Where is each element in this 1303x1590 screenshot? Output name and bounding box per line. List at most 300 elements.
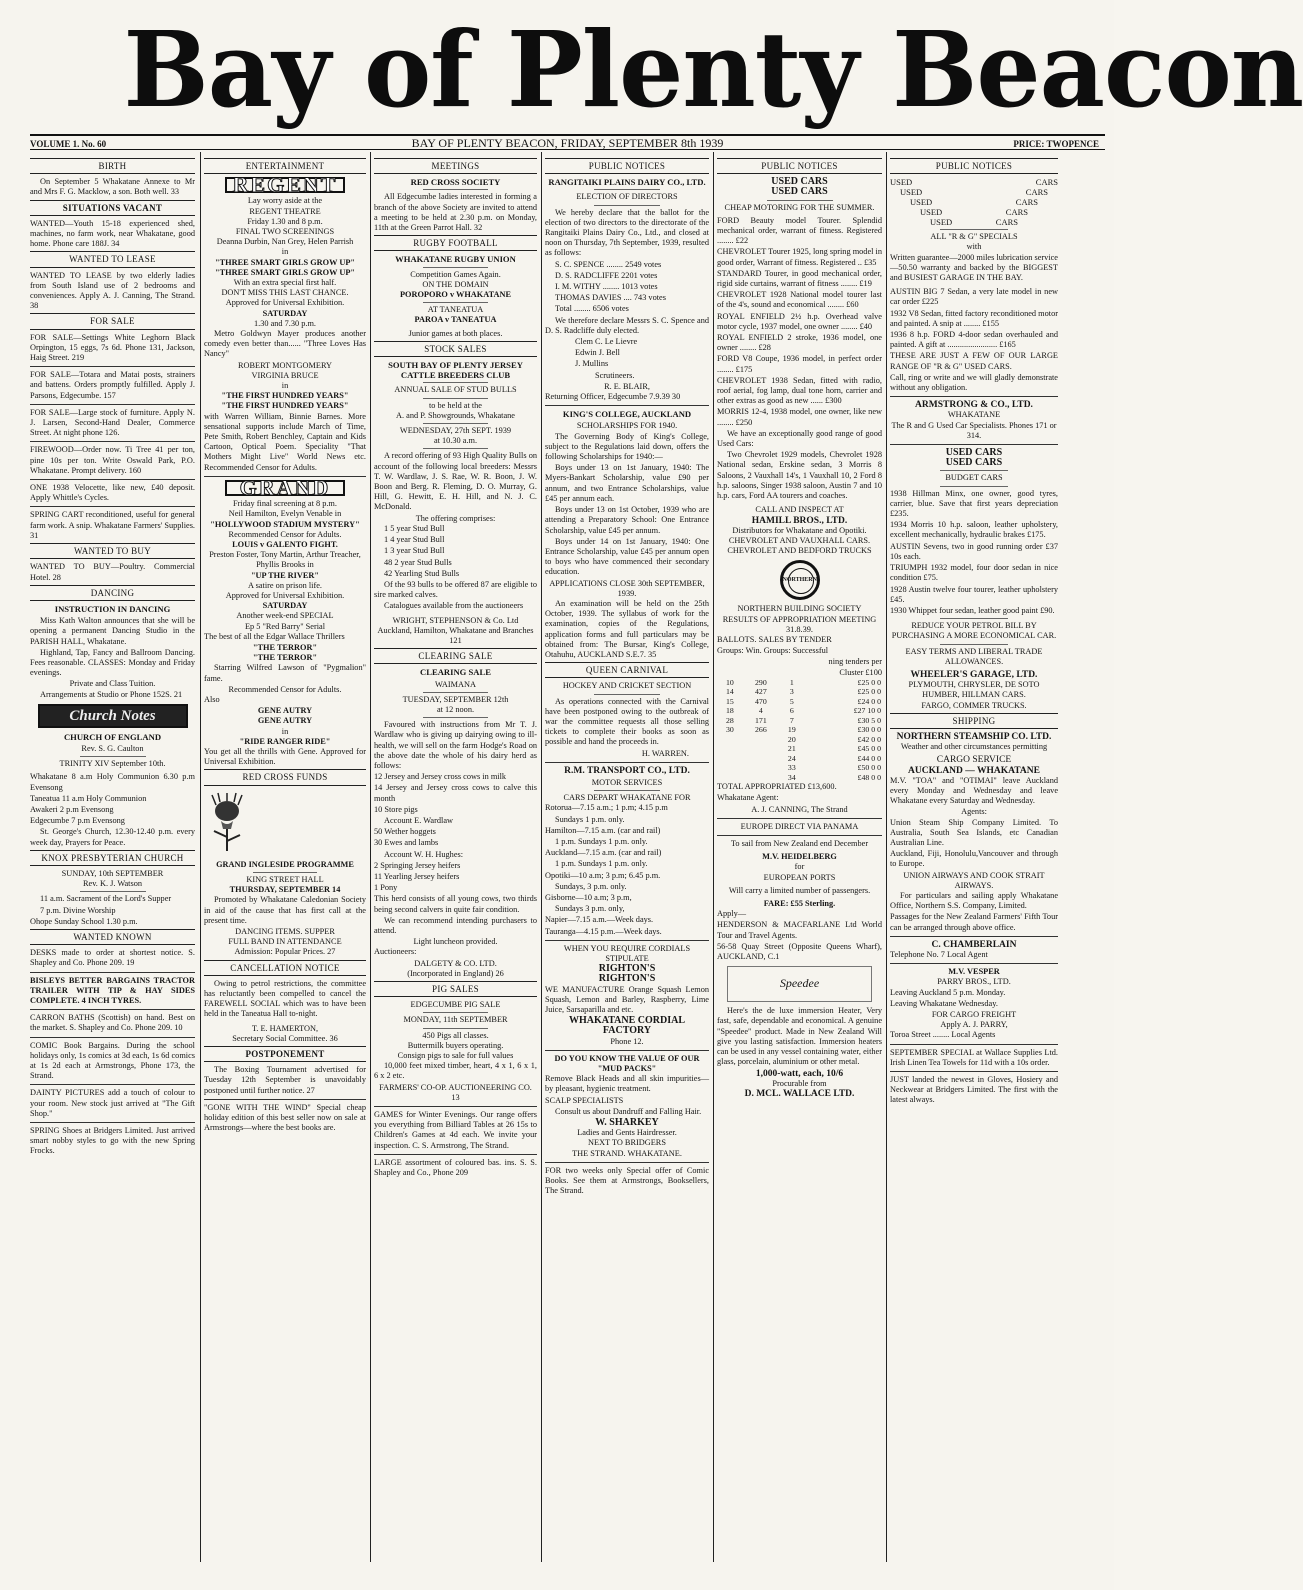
clearing-text: Auctioneers: [374, 947, 417, 957]
meetings-heading: MEETINGS [374, 158, 537, 174]
shipping-text: FOR CARGO FREIGHT [931, 1010, 1017, 1020]
clearing-text: 30 Ewes and lambs [374, 838, 439, 848]
car-listing: TRIUMPH 1932 model, four door sedan in nice condition £75. [890, 563, 1058, 583]
clearing-text: at 12 noon. [436, 704, 475, 714]
pig-text: EDGECUMBE PIG SALE [410, 1000, 501, 1010]
clearing-text: 50 Wether hoggets [374, 827, 436, 837]
notice-text: R. E. BLAIR, [604, 381, 650, 391]
film-title: "THE TERROR" [252, 653, 318, 663]
clearing-text: This herd consists of all young cows, two thirds being second calvers in quite fair condition. [374, 894, 537, 914]
building-society-text: RESULTS OF APPROPRIATION MEETING 31.8.39. [722, 614, 877, 634]
notice-text: Edwin J. Bell [575, 348, 620, 358]
notice-text: Boys under 13 on 1st October, 1939 who are attending a Preparatory School: One Entrance Scholarship, value £45 per annum. [545, 505, 709, 535]
used-cars-line [890, 207, 1058, 217]
ballot-row [717, 744, 882, 754]
situations-vacant-ad: WANTED—Youth 15-18 experienced shed, machines, no farm work, near Whakatane, good home. Phone care 188J. 34 [30, 218, 195, 249]
cinema-text: Metro Goldwyn Mayer produces another comedy even better than...... "Three Loves Has Nancy" [204, 329, 366, 359]
cinema-text: 1.30 and 7.30 p.m. [254, 318, 316, 328]
clearing-text: Favoured with instructions from Mr T. J. Wardlaw who is giving up dairying owing to ill-health, we will sell on the farm Hodge's Road on the above date the whole of his dairy herd as follows: [374, 720, 537, 770]
shipping-text: Passages for the New Zealand Farmers' Fifth Tour can be arranged through above office. [890, 912, 1058, 932]
ballot-row [717, 687, 882, 697]
church-text: SUNDAY, 10th SEPTEMBER [61, 868, 164, 878]
church-text: Awakeri 2 p.m Evensong [30, 804, 114, 814]
garage-text: FARGO, COMMER TRUCKS. [921, 700, 1027, 710]
shipping-text: Telephone No. 7 Local Agent [890, 950, 988, 959]
rg-text: ALL "R & G" SPECIALS [930, 232, 1018, 242]
cinema-text: VIRGINIA BRUCE [251, 370, 319, 380]
cinema-text: FINAL TWO SCREENINGS [235, 227, 335, 237]
ballot-table [717, 678, 882, 783]
dancing-text: Arrangements at Studio or Phone 152S. 21 [40, 689, 183, 699]
notice-text: The Boxing Tournament advertised for Tuesday 12th September is unavoidably postponed until further notice. 27 [204, 1065, 366, 1095]
dancing-subheading: INSTRUCTION IN DANCING [54, 603, 171, 614]
ballot-cell: £50 0 0 [857, 763, 881, 773]
price: PRICE: TWOPENCE [1013, 139, 1099, 149]
stock-text: ANNUAL SALE OF STUD BULLS [394, 385, 517, 395]
timetable-row: Sundays 3 p.m. only, [555, 904, 625, 914]
ballot-cell: £42 0 0 [857, 734, 881, 744]
ballot-cell: 266 [755, 725, 767, 735]
ballot-cell: 171 [755, 715, 767, 725]
shipping-text: Leaving Whakatane Wednesday. [890, 998, 998, 1008]
column-rule [541, 152, 542, 1562]
column-3 [374, 156, 537, 1562]
hairdresser-text: NEXT TO BRIDGERS [588, 1138, 666, 1148]
ballot-cell: 6 [789, 706, 794, 716]
notice-text: Secretary Social Committee. 36 [232, 1033, 338, 1043]
classified-ad: DESKS made to order at shortest notice. S. Shapley and Co. Phone 209. 19 [30, 948, 195, 968]
clearing-text: We can recommend intending purchasers to attend. [374, 915, 537, 935]
pig-text: FARMERS' CO-OP. AUCTIONEERING CO. 13 [379, 1082, 532, 1102]
transport-text: CARS DEPART WHAKATANE FOR [563, 793, 691, 803]
car-listing: CHEVROLET Tourer 1925, long spring model in good order, Warrant of fitness. Registered .. £35 [717, 247, 882, 267]
column-5 [717, 156, 882, 1562]
timetable-row: Napier—7.15 a.m.—Week days. [545, 915, 654, 925]
event-text: Admission: Popular Prices. 27 [234, 947, 336, 957]
timetable-row: 1 p.m. Sundays 1 p.m. only. [555, 836, 648, 846]
car-text: CHEVROLET AND VAUXHALL CARS. [728, 535, 871, 545]
ballot-cell: 19 [787, 725, 796, 735]
church-of-england-heading: CHURCH OF ENGLAND [63, 731, 162, 742]
ballot-row [717, 735, 882, 745]
ballot-cell: 24 [787, 753, 796, 763]
classified-ad: FOR SALE—Totara and Matai posts, strainers and battens. Orders promptly fulfilled. Apply J. Parsons, Edgecumbe. 157 [30, 370, 195, 400]
stock-text: Auckland, Hamilton, Whakatane and Branches 121 [377, 625, 534, 645]
car-listing: STANDARD Tourer, in good mechanical order, rigid side curtains, warrant of fitness ........ £19 [717, 268, 882, 289]
vote-row: THOMAS DAVIES .... 743 votes [555, 293, 666, 303]
wanted-to-lease-ad: WANTED TO LEASE by two elderly ladies from South Island use of 2 bedrooms and conveniences. Apply A. J. Canning, The Strand. 38 [30, 270, 195, 311]
shipping-text: For particulars and sailing apply Whakatane Office, Northern S.S. Company, Limited. [890, 890, 1058, 911]
cinema-text: REGENT THEATRE [249, 206, 321, 216]
mud-packs-heading: DO YOU KNOW THE VALUE OF OUR "MUD PACKS" [554, 1053, 700, 1074]
building-society-text: A. J. CANNING, The Strand [751, 804, 848, 814]
cordial-text: WHEN YOU REQUIRE CORDIALS STIPULATE [563, 943, 691, 964]
clearing-text: Account E. Wardlaw [384, 815, 453, 825]
cinema-text: A satire on prison life. [248, 580, 322, 590]
budget-text: REDUCE YOUR PETROL BILL BY PURCHASING A MORE ECONOMICAL CAR. [891, 621, 1057, 641]
car-text: CHEAP MOTORING FOR THE SUMMER. [724, 202, 875, 212]
ballot-cell: 15 [726, 696, 734, 706]
timetable-row: Sundays, 3 p.m. only. [555, 881, 627, 891]
notice-text: The Governing Body of King's College, subject to the Regulations laid down, offers the following Scholarships for 1940:— [545, 431, 709, 462]
stock-text: 1 4 year Stud Bull [384, 535, 445, 545]
film-title: "RIDE RANGER RIDE" [239, 736, 331, 746]
notice-text: ELECTION OF DIRECTORS [576, 192, 678, 202]
ballot-row [717, 773, 882, 783]
clearing-text: 2 Springing Jersey heifers [374, 860, 461, 870]
car-listing: MORRIS 12-4, 1938 model, one owner, like new ........ £250 [717, 407, 882, 427]
wanted-to-buy-ad: WANTED TO BUY—Poultry. Commercial Hotel. 28 [30, 562, 195, 582]
ballot-cell: 28 [726, 715, 734, 725]
ballot-cell: 18 [726, 706, 734, 716]
cinema-text: Ep 5 "Red Barry" Serial [244, 621, 326, 631]
column-1 [30, 156, 195, 1562]
knox-heading: KNOX PRESBYTERIAN CHURCH [30, 850, 195, 866]
car-listing: 1928 Austin twelve four tourer, leather upholstery £45. [890, 584, 1058, 604]
rugby-text: Competition Games Again. [410, 269, 501, 279]
ballot-cell [743, 754, 779, 764]
cars-word: CARS [1015, 197, 1038, 208]
cinema-text: Starring Wilfred Lawson of "Pygmalion" fame. [204, 663, 366, 683]
issue-date: BAY OF PLENTY BEACON, FRIDAY, SEPTEMBER 8th 1939 [411, 136, 724, 150]
column-2 [204, 156, 366, 1562]
rg-text: THESE ARE JUST A FEW OF OUR LARGE RANGE OF "R & G" USED CARS. [890, 351, 1058, 371]
entertainment-heading: ENTERTAINMENT [204, 158, 366, 174]
pig-sales-heading: PIG SALES [374, 981, 537, 997]
church-text: Rev. S. G. Caulton [81, 743, 144, 753]
cinema-text: Neil Hamilton, Evelyn Venable in [228, 509, 342, 519]
notice-text: J. Mullins [575, 359, 609, 369]
shipping-text: Weather and other circumstances permitting [900, 742, 1048, 752]
budget-text: EASY TERMS AND LIBERAL TRADE ALLOWANCES. [905, 646, 1043, 666]
cinema-text: SATURDAY [262, 601, 308, 611]
used-word: USED [910, 197, 933, 208]
hamill-bros: HAMILL BROS., LTD. [751, 515, 848, 526]
shipping-text: Apply A. J. PARRY, [940, 1020, 1008, 1030]
car-text: CHEVROLET AND BEDFORD TRUCKS [727, 546, 872, 556]
classified-ad: GAMES for Winter Evenings. Our range offers you everything from Billiard Tables at 26 15s to Children's Games at 4d each. We invite your inspection. C. S. Armstrong, The Strand. [374, 1110, 537, 1150]
speedee-heater-icon: Speedee [727, 966, 872, 1002]
clearing-text: Light luncheon provided. [413, 937, 498, 947]
stock-text: A. and P. Showgrounds, Whakatane [396, 410, 515, 420]
stock-text: 1 5 year Stud Bull [384, 523, 445, 533]
used-word: USED [890, 177, 913, 188]
church-notes-banner: Church Notes [38, 704, 188, 728]
timetable-row: Auckland—7.15 a.m. (car and rail) [545, 848, 662, 858]
car-listing: ROYAL ENFIELD 2 stroke, 1936 model, one owner ........ £28 [717, 333, 882, 353]
shipping-text: M.V. "TOA" and "OTIMAI" leave Auckland every Monday and Wednesday and leave Whakatane every Saturday and Wednesday. [890, 775, 1058, 806]
red-cross-society-heading: RED CROSS SOCIETY [410, 177, 501, 188]
rugby-text: Junior games at both places. [408, 328, 503, 338]
volume-number: VOLUME 1. No. 60 [30, 139, 107, 149]
film-title: "THE FIRST HUNDRED YEARS" [221, 401, 349, 411]
shipping-text: Will carry a limited number of passengers. [728, 885, 871, 895]
cinema-text: in [281, 247, 289, 257]
notice-text: "GONE WITH THE WIND" Special cheap holiday edition of this best seller now on sale at Armstrongs—where the best books are. [204, 1102, 366, 1133]
cinema-text: GENE AUTRY [257, 716, 313, 726]
ballot-cell: £24 0 0 [857, 696, 881, 706]
pig-text: Consign pigs to sale for full values [397, 1051, 514, 1061]
cinema-text: The best of all the Edgar Wallace Thrillers [204, 631, 345, 641]
hairdresser-text: SCALP SPECIALISTS [545, 1095, 624, 1105]
column-rule [713, 152, 714, 1562]
cinema-text: Lay worry aside at the [247, 196, 323, 206]
classified-ad: FOR SALE—Large stock of furniture. Apply N. J. Larsen, Second-Hand Dealer, Commerce Street. At night phone 126. [30, 407, 195, 438]
rugby-union: WHAKATANE RUGBY UNION [395, 254, 516, 265]
route: AUCKLAND — WHAKATANE [908, 765, 1040, 776]
situations-vacant-heading: SITUATIONS VACANT [30, 200, 195, 216]
vote-row: D. S. RADCLIFFE 2201 votes [555, 270, 658, 280]
birth-heading: BIRTH [30, 158, 195, 174]
ballot-cell: 290 [755, 677, 767, 687]
stock-sale-title: SOUTH BAY OF PLENTY JERSEY CATTLE BREEDERS CLUB [388, 360, 523, 381]
classified-ad: SPRING Shoes at Bridgers Limited. Just arrived smart nobby styles to go with the new Spring Frocks. [30, 1126, 195, 1156]
ballot-cell [743, 744, 779, 754]
rightons-brand: RIGHTON'S [598, 963, 656, 975]
ballot-row [717, 697, 882, 707]
shipping-text: 56-58 Quay Street (Opposite Queens Wharf), AUCKLAND, C.1 [717, 941, 882, 962]
meeting-text: All Edgecumbe ladies interested in forming a branch of the above Society are invited to attend a meeting to be held at 2.30 p.m. on Monday, 11th at the Green Parrot Hall. 32 [374, 192, 537, 233]
stock-text: Of the 93 bulls to be offered 87 are eligible to sire marked calves. [374, 579, 537, 600]
rg-text: Call, ring or write and we will gladly demonstrate without any obligation. [890, 372, 1058, 393]
ballot-cell: 4 [758, 706, 763, 716]
ballot-row [717, 706, 882, 716]
event-text: THURSDAY, SEPTEMBER 14 [229, 885, 341, 895]
column-rule [886, 152, 887, 1562]
shipping-text: EUROPEAN PORTS [763, 872, 836, 882]
car-text: Two Chevrolet 1929 models, Chevrolet 1928 National sedan, Erskine sedan, 3 Morris 8 Saloons, 2 Vauxhall 14's, 1 Vauxhall 10, 2 Ford 8 h.p. saloons, Singer 1938 saloon, Austin 7 and 10 h.p. cars, Ford AA tourers and coaches. [717, 450, 882, 501]
rightons-brand: RIGHTON'S [598, 973, 656, 985]
cinema-text: Friday 1.30 and 8 p.m. [247, 216, 323, 226]
used-cars-heading: USED CARS [945, 457, 1003, 469]
classified-ad: ONE 1938 Velocette, like new, £40 deposit. Apply Whittle's Cycles. [30, 483, 195, 503]
cinema-text: Approved for Universal Exhibition. [225, 590, 345, 600]
regent-logo: REGENT [225, 177, 345, 193]
event-text: Promoted by Whakatane Caledonian Society in aid of the cause that has first call at the present time. [204, 895, 366, 925]
classified-ad: SEPTEMBER SPECIAL at Wallace Supplies Ltd. Irish Linen Tea Towels for 11d with a 10s order. [890, 1047, 1058, 1067]
event-text: FULL BAND IN ATTENDANCE [228, 937, 342, 947]
pig-text: MONDAY, 11th SEPTEMBER [403, 1015, 508, 1025]
car-listing: 1936 8 h.p. FORD 4-door sedan overhauled and painted. A gift at ........................ £165 [890, 330, 1058, 350]
film-title: "THREE SMART GIRLS GROW UP" [214, 257, 355, 267]
rm-transport-title: R.M. TRANSPORT CO., LTD. [564, 765, 690, 776]
film-title: "UP THE RIVER" [250, 570, 320, 580]
used-cars-line [890, 177, 1058, 187]
ballot-cell: £25 0 0 [857, 687, 881, 697]
notice-text: HOCKEY AND CRICKET SECTION [562, 681, 692, 691]
ballot-cell [743, 735, 779, 745]
column-rule [370, 152, 371, 1562]
dairy-co-title: RANGITAIKI PLAINS DAIRY CO., LTD. [548, 177, 706, 188]
hairdresser-text: Consult us about Dandruff and Falling Hair. [555, 1106, 702, 1116]
cinema-text: Deanna Durbin, Nan Grey, Helen Parrish [216, 237, 354, 247]
clearing-text: 11 Yearling Jersey heifers [374, 871, 460, 881]
pig-text: 450 Pigs all classes. [422, 1030, 489, 1040]
dancing-heading: DANCING [30, 585, 195, 601]
car-listing: CHEVROLET 1938 Sedan, fitted with radio, roof aerial, fog lamp, dual tone horn, carrier and other extras as good as new ...... £300 [717, 375, 882, 406]
cordial-text: Phone 12. [610, 1036, 644, 1046]
ballot-cell: £48 0 0 [857, 772, 881, 782]
film-title: "THE TERROR" [252, 642, 318, 652]
used-cars-heading: USED CARS [771, 186, 828, 198]
ballot-cell [717, 763, 743, 773]
ballot-row [717, 754, 882, 764]
wanted-known-heading: WANTED KNOWN [30, 929, 195, 945]
ballot-cell: 10 [726, 677, 734, 687]
armstrong-text: WHAKATANE [947, 410, 1001, 420]
timetable-row: Tauranga—4.15 p.m.—Week days. [545, 926, 662, 936]
church-text: Taneatua 11 a.m Holy Communion [30, 793, 147, 803]
car-listing: FORD Beauty model Tourer. Splendid mechanical order, warrant of fitness. Registered ........ £22 [717, 215, 882, 246]
dateline [30, 134, 1105, 150]
car-listing: ROYAL ENFIELD 2½ h.p. Overhead valve motor cycle, 1937 model, one owner ........ £40 [717, 311, 882, 331]
used-cars-line [890, 197, 1058, 207]
notice-text: T. E. HAMERTON, [251, 1023, 319, 1033]
kings-college-title: KING'S COLLEGE, AUCKLAND [562, 409, 692, 420]
clearing-text: 12 Jersey and Jersey cross cows in milk [374, 772, 507, 782]
building-society-text: Groups: Win. Groups: Successful [717, 646, 829, 656]
classified-ad: JUST landed the newest in Gloves, Hosiery and Neckwear at Bridgers Limited. The first with the latest always. [890, 1075, 1058, 1105]
cars-word: CARS [995, 217, 1018, 228]
classified-ad: SPRING CART reconditioned, useful for general farm work. A snip. Whakatane Farmers' Supplies. 31 [30, 510, 195, 540]
car-listing: 1932 V8 Sedan, fitted factory reconditioned motor and painted. A snip at ........ £155 [890, 308, 1058, 328]
cinema-text: Another week-end SPECIAL [236, 611, 334, 621]
ballot-cell: 5 [789, 696, 794, 706]
notice-text: H. WARREN. [641, 748, 689, 758]
stock-text: WRIGHT, STEPHENSON & Co. Ltd [392, 615, 519, 625]
car-listing: 1930 Whippet four sedan, leather good paint £90. [890, 605, 1055, 615]
classified-ad: CARRON BATHS (Scottish) on hand. Best on the market. S. Shapley and Co. Phone 209. 10 [30, 1013, 195, 1033]
pig-text: Buttermilk buyers operating. [407, 1040, 504, 1050]
wanted-to-lease-heading: WANTED TO LEASE [30, 251, 195, 267]
public-notices-heading: PUBLIC NOTICES [890, 158, 1058, 174]
clearing-text: 10 Store pigs [374, 804, 418, 814]
rugby-text: PAROA v TANEATUA [414, 315, 497, 325]
heater-text: Here's the de luxe immersion Heater, Very fast, safe, dependable and economical. A genuine "Speedee" product. Made in New Zealand Will give you lasting satisfaction. Immersion heaters can be used in any vessel containing water, either glass, porcelain, aluminium or other metal. [717, 1006, 882, 1067]
hairdresser-text: THE STRAND. WHAKATANE. [572, 1148, 682, 1158]
used-word: USED [930, 217, 953, 228]
cinema-text: With an extra special first half. [233, 278, 337, 288]
cinema-text: Approved for Universal Exhibition. [225, 298, 345, 308]
fare: FARE: £55 Sterling. [763, 899, 836, 909]
film-title: "THREE SMART GIRLS GROW UP" [214, 267, 355, 277]
car-text: We have an exceptionally good range of good Used Cars: [717, 428, 882, 449]
cinema-text: in [281, 726, 289, 736]
stock-text: 48 2 year Stud Bulls [384, 557, 452, 567]
event-text: KING STREET HALL [246, 874, 324, 884]
shipping-text: Auckland, Fiji, Honolulu,Vancouver and through to Europe. [890, 849, 1058, 869]
ballot-cell: 1 [789, 677, 794, 687]
cars-word: CARS [1005, 207, 1028, 218]
classified-ad: BISLEYS BETTER BARGAINS TRACTOR TRAILER WITH TIP & HAY SIDES COMPLETE. 4 INCH TYRES. [30, 975, 195, 1005]
shipping-text: for [794, 862, 805, 872]
car-text: CALL AND INSPECT AT [755, 505, 844, 515]
clearing-text: WAIMANA [434, 679, 477, 689]
used-cars-heading: USED CARS [945, 447, 1003, 459]
stock-text: The offering comprises: [415, 513, 496, 523]
notice-text: Boys under 13 on 1st January, 1940: The Myers-Bankart Scholarship, value £90 per annum, and two Entrance Scholarships, value £45 per annum each. [545, 463, 709, 503]
hairdresser-text: Ladies and Gents Hairdresser. [577, 1128, 677, 1138]
pig-text: 10,000 feet mixed timber, heart, 4 x 1, 6 x 1, 6 x 2 etc. [374, 1061, 537, 1081]
cinema-text: You get all the thrills with Gene. Approved for Universal Exhibition. [204, 746, 366, 767]
ballot-cell: 21 [787, 744, 796, 754]
notice-text: Returning Officer, Edgecumbe 7.9.39 30 [545, 392, 681, 402]
notice-text: SCHOLARSHIPS FOR 1940. [576, 421, 678, 431]
clearing-text: (Incorporated in England) 26 [407, 968, 504, 978]
shipping-heading: EUROPE DIRECT VIA PANAMA [740, 821, 859, 831]
timetable-row: 1 p.m. Sundays 1 p.m. only. [555, 859, 648, 869]
used-cars-heading: USED CARS [771, 176, 828, 188]
shipping-text: PARRY BROS., LTD. [937, 977, 1011, 987]
rugby-text: POROPORO v WHAKATANE [399, 290, 512, 300]
ballot-cell: £45 0 0 [857, 744, 881, 754]
cars-word: CARS [1035, 177, 1058, 188]
stock-text: at 10.30 a.m. [433, 436, 478, 446]
timetable-row: Sundays 1 p.m. only. [555, 814, 625, 824]
shipping-heading: SHIPPING [890, 713, 1058, 729]
rg-text: with [966, 242, 982, 252]
timetable-row: Gisborne—10 a.m; 3 p.m, [545, 893, 632, 902]
thistle-icon [204, 793, 250, 853]
hairdresser-text: Remove Black Heads and all skin impurities—by pleasant, hygienic treatment. [545, 1074, 709, 1094]
used-cars-stair [890, 177, 1058, 227]
ballot-cell: 14 [726, 687, 734, 697]
queen-carnival-heading: QUEEN CARNIVAL [545, 662, 709, 678]
classified-ad: FOR two weeks only Special offer of Comic Books. See them at Armstrongs, Booksellers, The Strand. [545, 1165, 709, 1196]
classified-ad: FOR SALE—Settings White Leghorn Black Orpington, 15 eggs, 7s 6d. Phone 131, Jackson, Haig Street. 219 [30, 332, 195, 363]
ballot-cell [717, 773, 743, 783]
stock-text: A record offering of 93 High Quality Bulls on account of the following local breeders: Messrs T. W. Wardlaw, J. S. Rae, W. R. Boon, J. W. Boon and Berg. R. Fleming, D. O. Murray, G. Hill, G. Hewitt, E. H. Hill, and N. J. C. McDonald. [374, 451, 537, 512]
shipping-text: UNION AIRWAYS AND COOK STRAIT AIRWAYS. [903, 870, 1045, 890]
notice-text: APPLICATIONS CLOSE 30th SEPTEMBER, 1939. [549, 578, 705, 598]
building-society-text: Whakatane Agent: [717, 793, 779, 803]
agent-name: C. CHAMBERLAIN [931, 939, 1017, 950]
stock-text: 1 3 year Stud Bull [384, 546, 445, 556]
heater-text: Procurable from [772, 1078, 827, 1088]
notice-text: As operations connected with the Carnival have been postponed owing to the outbreak of war the committee requests all those selling tickets to complete their books as soon as possible and hand the proceeds in. [545, 696, 709, 747]
rugby-heading: RUGBY FOOTBALL [374, 235, 537, 251]
garage-text: PLYMOUTH, CHRYSLER, DE SOTO HUMBER, HILLMAN CARS. [908, 680, 1040, 700]
column-6 [890, 156, 1058, 1562]
clearing-text: 14 Jersey and Jersey cross cows to calve this month [374, 783, 537, 803]
shipping-text: To sail from New Zealand end December [730, 839, 869, 849]
rugby-text: ON THE DOMAIN [422, 279, 489, 289]
cinema-text: LOUIS v GALENTO FIGHT. [232, 539, 338, 549]
wanted-to-buy-heading: WANTED TO BUY [30, 543, 195, 559]
event-text: GRAND INGLESIDE PROGRAMME [216, 859, 354, 869]
church-text: TRINITY XIV September 10th. [59, 759, 166, 769]
northern-logo-icon: NORTHERN [780, 560, 820, 600]
ballot-cell: 30 [726, 725, 734, 735]
ballot-row [717, 678, 882, 688]
timetable-row: Hamilton—7.15 a.m. (car and rail) [545, 825, 661, 835]
cancellation-heading: CANCELLATION NOTICE [204, 960, 366, 976]
clearing-sale-heading: CLEARING SALE [374, 648, 537, 664]
ballot-cell [717, 735, 743, 745]
rg-text: Written guarantee—2000 miles lubrication service—50.50 warranty and backed by the BIGGEST and BUSIEST GARAGE IN THE BAY. [890, 252, 1058, 283]
clearing-text: TUESDAY, SEPTEMBER 12th [402, 694, 509, 704]
vessel-name: M.V. HEIDELBERG [762, 852, 837, 862]
notice-text: Owing to petrol restrictions, the committee has reluctantly been compelled to cancel the FAREWELL SOCIAL which was to have been held in the Taneatua Hall to-night. [204, 978, 366, 1019]
cinema-text: in [281, 381, 289, 391]
event-text: DANCING ITEMS. SUPPER [235, 927, 335, 936]
armstrong-text: The R and G Used Car Specialists. Phones 171 or 314. [891, 420, 1057, 440]
ballot-cell [717, 744, 743, 754]
ballot-cell [743, 763, 779, 773]
ballot-cell: 34 [787, 772, 796, 782]
car-text: Distributors for Whakatane and Opotiki. [732, 525, 867, 535]
used-word: USED [900, 187, 923, 198]
